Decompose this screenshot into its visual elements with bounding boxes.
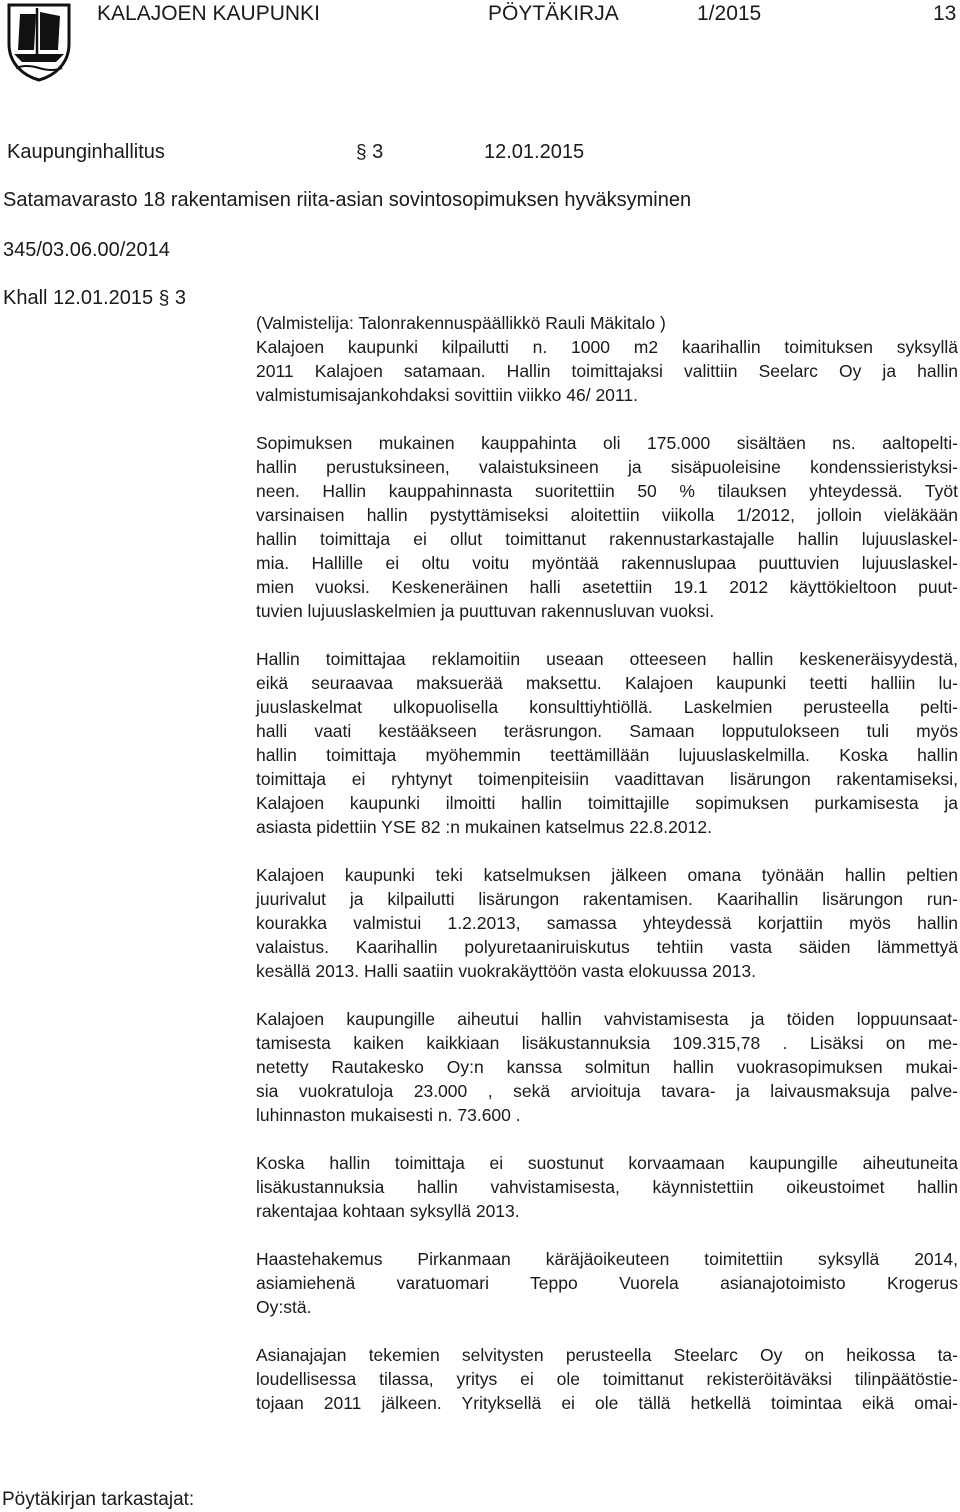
paragraph-line: asiasta pidettiin YSE 82 :n mukainen katselmus 22.8.2012.: [256, 817, 712, 837]
previous-reference-label: Khall 12.01.2015: [3, 287, 154, 309]
paragraph-reclamation: [256, 647, 958, 839]
ship-coat-of-arms-icon: [6, 2, 72, 82]
paragraph-line: Asianajajan tekemien selvitysten perusteella Steelarc Oy on heikossa ta-: [256, 1345, 958, 1365]
paragraph-repairs: [256, 863, 958, 983]
paragraph-line: kesällä 2013. Halli saatiin vuokrakäyttöön vasta elokuussa 2013.: [256, 961, 757, 981]
paragraph-line: hallin perustuksineen, valaistuksineen ja sisäpuoleisine kondenssieristyksi-: [256, 457, 958, 477]
paragraph-line: Sopimuksen mukainen kauppahinta oli 175.000 sisältäen ns. aaltopelti-: [256, 433, 958, 453]
paragraph-line: toimittaja ei ryhtynyt toimenpiteisiin vaadittavan lisärungon rakentamiseksi,: [256, 769, 958, 789]
section-number: [356, 140, 383, 165]
paragraph-preparer: [256, 311, 958, 407]
paragraph-line: Oy:stä.: [256, 1297, 312, 1317]
body-text: [256, 311, 958, 1415]
paragraph-legal-action: [256, 1151, 958, 1223]
section-sign-icon: §: [356, 142, 367, 163]
paragraph-line: Kalajoen kaupunki ilmoitti hallin toimittajille sopimuksen purkamisesta ja: [256, 793, 958, 813]
paragraph-summons: [256, 1247, 958, 1319]
paragraph-line: hallin toimittaja ei ollut toimittanut rakennustarkastajalle hallin lujuuslaskel-: [256, 529, 958, 549]
meeting-date: 12.01.2015: [484, 141, 585, 163]
paragraph-line: mien vuoksi. Keskeneräinen halli asetettiin 19.1 2012 käyttökieltoon puut-: [256, 577, 958, 597]
city-coat-of-arms-logo: [6, 2, 72, 82]
paragraph-line: kourakka valmistui 1.2.2013, samassa yhteydessä korjattiin myös hallin: [256, 913, 958, 933]
paragraph-line: tuvien lujuuslaskelmien ja puuttuvan rakennusluvan vuoksi.: [256, 601, 715, 621]
paragraph-line: eikä seuraavaa maksuerää maksettu. Kalajoen kaupunki teetti halliin lu-: [256, 673, 958, 693]
paragraph-line: 2011 Kalajoen satamaan. Hallin toimittajaksi valittiin Seelarc Oy ja hallin: [256, 361, 958, 381]
paragraph-contract: [256, 431, 958, 623]
paragraph-line: Kalajoen kaupunki kilpailutti n. 1000 m2 kaarihallin toimituksen syksyllä: [256, 337, 958, 357]
paragraph-line: valaistus. Kaarihallin polyuretaaniruiskutus tehtiin vasta säiden lämmettyä: [256, 937, 958, 957]
diary-number: 345/03.06.00/2014: [3, 239, 170, 261]
paragraph-line: tamisesta kaiken kaikkiaan lisäkustannuksia 109.315,78 . Lisäksi on me-: [256, 1033, 958, 1053]
section-number-value: 3: [372, 141, 384, 163]
paragraph-line: juuslaskelmat ulkopuolisella konsulttiyhtiöllä. Laskelmien perusteella pelti-: [256, 697, 958, 717]
paragraph-line: netetty Rautakesko Oy:n kanssa solmitun hallin vuokrasopimuksen mukai-: [256, 1057, 958, 1077]
paragraph-costs: [256, 1007, 958, 1127]
section-sign-icon: §: [158, 288, 170, 309]
paragraph-line: Kalajoen kaupunki teki katselmuksen jälkeen omana työnään hallin peltien: [256, 865, 958, 885]
previous-reference-number: 3: [174, 287, 186, 309]
header-document-type: PÖYTÄKIRJA: [488, 2, 619, 25]
paragraph-line: sia vuokratuloja 23.000 , sekä arvioituja tavara- ja laivausmaksuja palve-: [256, 1081, 958, 1101]
paragraph-line: varsinaisen hallin pystyttämiseksi aloitettiin viikolla 1/2012, jolloin vieläkään: [256, 505, 958, 525]
paragraph-line: juurivalut ja kilpailutti lisärungon rakentamisen. Kaarihallin lisärungon run-: [256, 889, 958, 909]
paragraph-line: (Valmistelija: Talonrakennuspäällikkö Rauli Mäkitalo ): [256, 313, 666, 333]
header-document-number: 1/2015: [697, 2, 762, 25]
header-page-number: 13: [933, 2, 957, 25]
paragraph-line: valmistumisajankohdaksi sovittiin viikko 46/ 2011.: [256, 385, 638, 405]
paragraph-line: asiamiehenä varatuomari Teppo Vuorela asianajotoimisto Krogerus: [256, 1273, 958, 1293]
paragraph-line: lisäkustannuksia hallin vahvistamisesta, käynnistettiin oikeustoimet hallin: [256, 1177, 958, 1197]
paragraph-line: hallin toimittaja myöhemmin teettämillään lujuuslaskelmilla. Koska hallin: [256, 745, 958, 765]
item-title: Satamavarasto 18 rakentamisen riita-asian sovintosopimuksen hyväksyminen: [3, 189, 692, 211]
header-organization: KALAJOEN KAUPUNKI: [97, 2, 320, 25]
previous-reference: [3, 286, 186, 311]
paragraph-financial-status: [256, 1343, 958, 1415]
paragraph-line: loudellisessa tilassa, yritys ei ole toimittanut rekisteröitäväksi tilinpäätöstie-: [256, 1369, 958, 1389]
paragraph-line: tojaan 2011 jälkeen. Yrityksellä ei ole tällä hetkellä toimintaa eikä omai-: [256, 1393, 958, 1413]
paragraph-line: mia. Hallille ei oltu voitu myöntää rakennuslupaa puuttuvien lujuuslaskel-: [256, 553, 958, 573]
paragraph-line: luhinnaston mukaisesti n. 73.600 .: [256, 1105, 521, 1125]
meeting-body: Kaupunginhallitus: [7, 141, 165, 163]
footer-minutes-checkers: Pöytäkirjan tarkastajat:: [2, 1489, 195, 1510]
paragraph-line: Kalajoen kaupungille aiheutui hallin vahvistamisesta ja töiden loppuunsaat-: [256, 1009, 958, 1029]
paragraph-line: Haastehakemus Pirkanmaan käräjäoikeuteen toimitettiin syksyllä 2014,: [256, 1249, 958, 1269]
paragraph-line: halli vaati kestääkseen teräsrungon. Samaan lopputulokseen tuli myös: [256, 721, 958, 741]
paragraph-line: neen. Hallin kauppahinnasta suoritettiin 50 % tilauksen yhteydessä. Työt: [256, 481, 958, 501]
paragraph-line: Koska hallin toimittaja ei suostunut korvaamaan kaupungille aiheutuneita: [256, 1153, 958, 1173]
paragraph-line: Hallin toimittajaa reklamoitiin useaan otteeseen hallin keskeneräisyydestä,: [256, 649, 958, 669]
paragraph-line: rakentajaa kohtaan syksyllä 2013.: [256, 1201, 520, 1221]
